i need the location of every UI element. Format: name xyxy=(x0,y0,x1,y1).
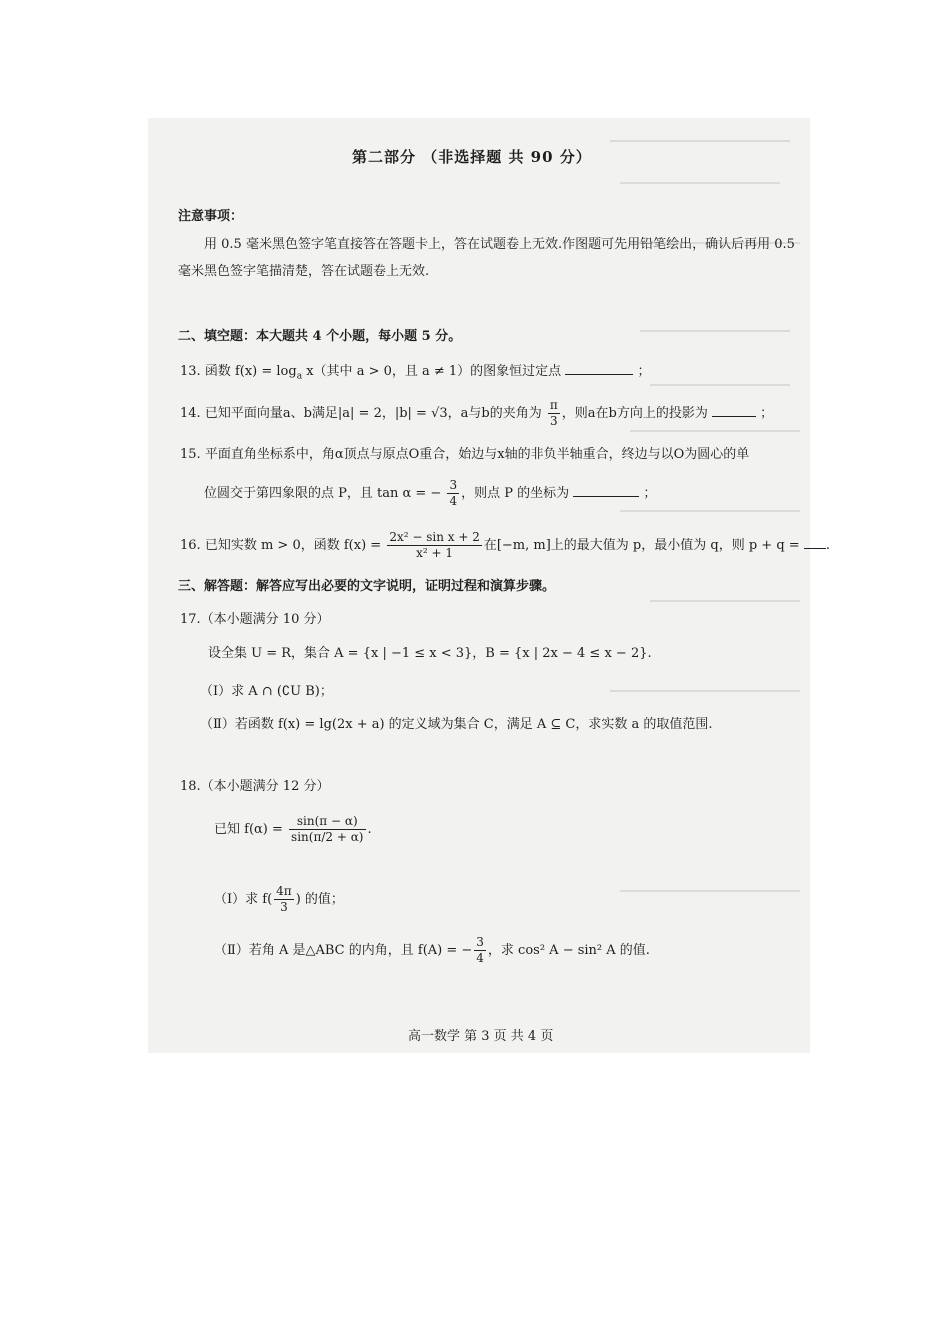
q18-part2-frac-num: 3 xyxy=(476,935,484,949)
q16-text-b: 在[−m, m]上的最大值为 p，最小值为 q，则 p + q = xyxy=(483,538,800,553)
q17-header: 17.（本小题满分 10 分） xyxy=(180,612,330,627)
q13-number: 13. xyxy=(180,364,201,379)
q18-given xyxy=(214,814,372,845)
section-fill-in-heading: 二、填空题：本大题共 4 个小题，每小题 5 分。 xyxy=(178,329,462,344)
q15-frac-num: 3 xyxy=(449,478,458,492)
question-16 xyxy=(180,530,830,561)
q13-text-a: 函数 f(x) = log xyxy=(204,364,297,379)
q14-angle-fraction xyxy=(548,398,560,429)
q15-number: 15. xyxy=(180,447,201,462)
notice-label: 注意事项： xyxy=(178,209,244,224)
q15-tan-fraction xyxy=(447,478,459,509)
q18-frac-den: sin(π/2 + α) xyxy=(291,830,364,844)
q18-part2-a: （Ⅱ）若角 A 是△ABC 的内角，且 f(A) = − xyxy=(214,943,473,958)
q18-part1-b: ) 的值； xyxy=(295,892,344,907)
q13-answer-blank xyxy=(565,360,633,375)
q17-part-2: （Ⅱ）若函数 f(x) = lg(2x + a) 的定义域为集合 C，满足 A ⊆ C，求实数 a 的取值范围. xyxy=(200,717,713,732)
notice-line-2: 毫米黑色签字笔描清楚，答在试题卷上无效. xyxy=(178,264,430,279)
q16-frac-den: x² + 1 xyxy=(416,546,454,560)
q14-answer-blank xyxy=(712,402,756,417)
q18-given-end: . xyxy=(367,822,372,837)
q18-part2-b: ，求 cos² A − sin² A 的值. xyxy=(487,943,650,958)
q18-part-1 xyxy=(214,884,344,915)
q16-text-a: 已知实数 m > 0，函数 f(x) = xyxy=(204,538,382,553)
q16-answer-blank xyxy=(804,534,826,549)
q15-frac-den: 4 xyxy=(449,494,458,508)
q18-part1-frac-num: 4π xyxy=(276,884,292,898)
q14-text-b: ，则a在b方向上的投影为 xyxy=(561,406,708,421)
q15-end: ； xyxy=(643,486,657,501)
q15-line2-b: ，则点 P 的坐标为 xyxy=(461,486,570,501)
page-footer: 高一数学 第 3 页 共 4 页 xyxy=(408,1029,554,1044)
q14-frac-den: 3 xyxy=(549,414,558,428)
q13-end: ； xyxy=(637,364,651,379)
q15-line2-a: 位圆交于第四象限的点 P，且 tan α = − xyxy=(204,486,442,501)
q14-text-a: 已知平面向量a、b满足|a| = 2，|b| = √3，a与b的夹角为 xyxy=(204,406,542,421)
question-15-line-1 xyxy=(180,446,749,464)
q15-answer-blank xyxy=(573,482,639,497)
q13-text-b: x（其中 a > 0，且 a ≠ 1）的图象恒过定点 xyxy=(302,364,562,379)
q14-frac-num: π xyxy=(549,398,558,412)
q18-part1-a: （Ⅰ）求 f( xyxy=(214,892,273,907)
question-15-line-2 xyxy=(204,478,656,509)
notice-line-1: 用 0.5 毫米黑色签字笔直接答在答题卡上，答在试题卷上无效.作图题可先用铅笔绘出，确认后再用 0.5 xyxy=(204,237,795,252)
q18-part2-fraction xyxy=(474,935,486,966)
q17-setup: 设全集 U = R，集合 A = {x | −1 ≤ x < 3}，B = {x | 2x − 4 ≤ x − 2}. xyxy=(208,646,652,661)
q16-number: 16. xyxy=(180,538,201,553)
q18-part2-frac-den: 4 xyxy=(476,951,484,965)
q15-line1: 平面直角坐标系中，角α顶点与原点O重合，始边与x轴的非负半轴重合，终边与以O为圆心的单 xyxy=(204,447,750,462)
q14-number: 14. xyxy=(180,406,201,421)
question-14 xyxy=(180,398,773,429)
question-13 xyxy=(180,360,650,386)
q18-given-fraction xyxy=(289,814,365,845)
q13-subscript: a xyxy=(296,371,303,382)
q18-given-a: 已知 f(α) = xyxy=(214,822,283,837)
q16-end: . xyxy=(825,538,830,553)
section-solution-heading: 三、解答题：解答应写出必要的文字说明，证明过程和演算步骤。 xyxy=(178,579,556,594)
q16-function-fraction xyxy=(387,530,482,561)
q14-end: ； xyxy=(760,406,774,421)
q18-header: 18.（本小题满分 12 分） xyxy=(180,779,330,794)
q18-part1-frac-den: 3 xyxy=(280,900,288,914)
q18-frac-num: sin(π − α) xyxy=(289,814,365,830)
q17-part-1: （Ⅰ）求 A ∩ (∁U B)； xyxy=(200,684,333,699)
part-title: 第二部分 （非选择题 共 90 分） xyxy=(352,148,592,166)
q18-part1-fraction xyxy=(274,884,294,915)
q18-part-2 xyxy=(214,935,650,966)
q16-frac-num: 2x² − sin x + 2 xyxy=(389,530,480,544)
